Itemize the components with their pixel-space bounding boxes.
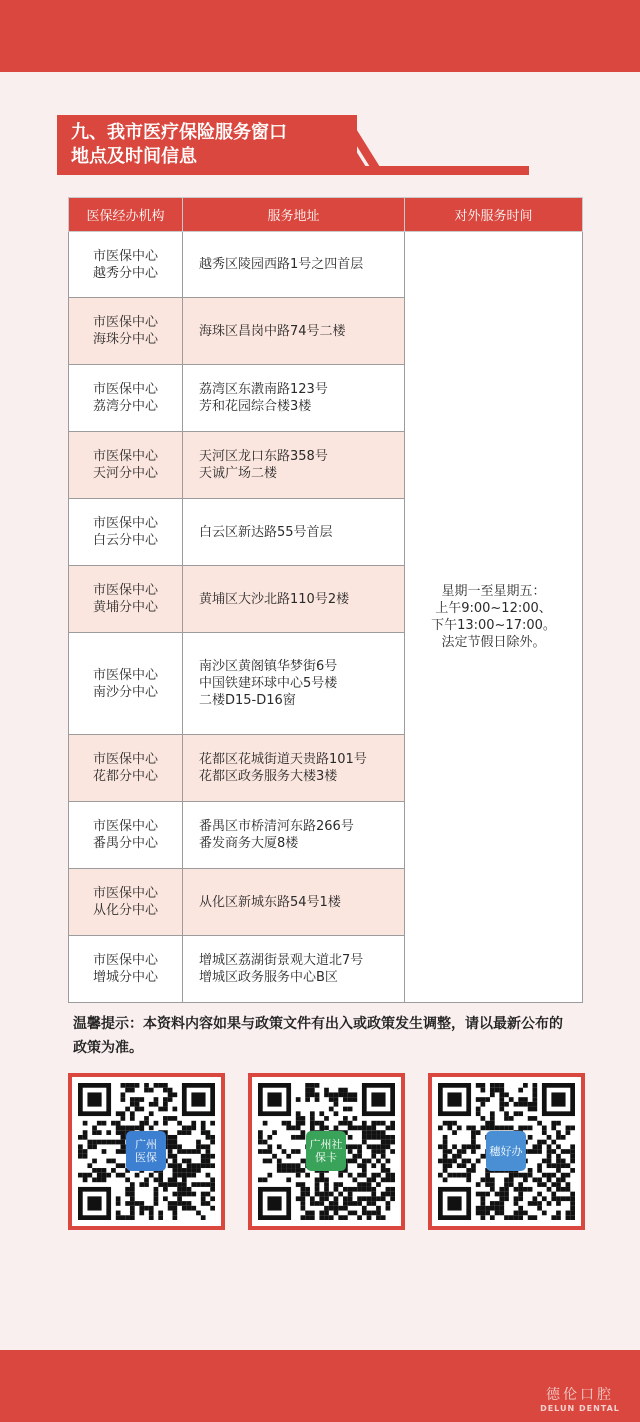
org-cell: [69, 735, 183, 802]
qr-badge-label: 医保: [135, 1151, 157, 1164]
org-name-line: 增城分中心: [92, 970, 158, 985]
address-cell: [183, 232, 405, 298]
org-name-line: 市医保中心: [92, 819, 158, 834]
org-name-line: 黄埔分中心: [92, 600, 158, 615]
org-name-line: 市医保中心: [92, 667, 158, 683]
table-header-row: [69, 198, 583, 232]
org-cell: [69, 365, 183, 432]
address-line: 南沙区黄阁镇华梦街6号: [199, 659, 338, 674]
org-cell: [69, 432, 183, 499]
org-name-line: 海珠分中心: [92, 332, 158, 347]
section-header-underline: [357, 166, 529, 175]
org-cell: [69, 802, 183, 869]
address-cell: [183, 365, 405, 432]
org-name-line: 南沙分中心: [92, 684, 158, 700]
org-cell: [69, 232, 183, 298]
qr-logo-badge: [126, 1131, 166, 1171]
service-hours-line: 星期一至星期五：: [441, 584, 546, 599]
address-line: 花都区花城街道天贵路101号: [199, 752, 367, 767]
service-hours-cell: [405, 232, 583, 1003]
address-line: 中国铁建环球中心5号楼: [199, 676, 338, 691]
org-name-line: 越秀分中心: [92, 265, 158, 281]
section-title-line: 九、我市医疗保险服务窗口: [71, 122, 287, 143]
org-name-line: 市医保中心: [92, 248, 158, 264]
qr-code: [432, 1077, 581, 1226]
org-name-line: 白云分中心: [92, 533, 158, 548]
top-band: [0, 0, 640, 72]
address-line: 天河区龙口东路358号: [199, 449, 328, 464]
qr-badge-label: 广州社保卡: [309, 1138, 343, 1164]
address-line: 海珠区昌岗中路74号二楼: [199, 323, 346, 339]
qr-badge-label: 广州: [135, 1138, 157, 1151]
watermark-cn: 德伦口腔: [546, 1387, 614, 1403]
org-name-line: 市医保中心: [92, 886, 158, 901]
address-line: 荔湾区东漖南路123号: [199, 382, 328, 397]
org-cell: [69, 566, 183, 633]
org-cell: [69, 298, 183, 365]
address-line: 天诚广场二楼: [199, 466, 278, 481]
org-cell: [69, 633, 183, 735]
qr-code: [72, 1077, 221, 1226]
qr-logo-badge: [486, 1131, 526, 1171]
watermark-logo: [528, 1384, 632, 1418]
org-name-line: 天河分中心: [92, 466, 158, 481]
section-title-line: 地点及时间信息: [71, 146, 197, 167]
address-cell: [183, 566, 405, 633]
org-cell: [69, 936, 183, 1003]
org-name-line: 市医保中心: [92, 516, 158, 531]
qr-badge-label: 穗好办: [489, 1144, 523, 1158]
column-header: 服务地址: [183, 198, 405, 232]
address-line: 增城区政务服务中心B区: [199, 970, 338, 985]
address-cell: [183, 298, 405, 365]
address-line: 白云区新达路55号首层: [199, 524, 333, 540]
org-name-line: 市医保中心: [92, 449, 158, 464]
org-name-line: 花都分中心: [92, 769, 158, 784]
qr-logo-badge: [306, 1131, 346, 1171]
address-line: 从化区新城东路54号1楼: [199, 894, 341, 910]
watermark-en: DELUN DENTAL: [540, 1404, 620, 1413]
qr-card-social-security-card[interactable]: [248, 1073, 405, 1230]
address-cell: [183, 802, 405, 869]
qr-code: [252, 1077, 401, 1226]
qr-card-guangzhou-yibao[interactable]: [68, 1073, 225, 1230]
org-name-line: 荔湾分中心: [92, 399, 158, 414]
org-name-line: 市医保中心: [92, 315, 158, 330]
org-name-line: 市医保中心: [92, 953, 158, 968]
address-cell: [183, 633, 405, 735]
column-header: 医保经办机构: [69, 198, 183, 232]
org-name-line: 市医保中心: [92, 382, 158, 397]
address-line: 增城区荔湖街景观大道北7号: [199, 953, 364, 968]
address-line: 黄埔区大沙北路110号2楼: [199, 591, 350, 607]
table-row: [69, 232, 583, 298]
address-line: 花都区政务服务大楼3楼: [199, 769, 338, 784]
address-line: 番发商务大厦8楼: [199, 836, 299, 851]
address-cell: [183, 432, 405, 499]
service-hours-line: 下午13:00~17:00。: [431, 618, 556, 633]
org-cell: [69, 869, 183, 936]
qr-card-suihaoban[interactable]: [428, 1073, 585, 1230]
address-line: 芳和花园综合楼3楼: [199, 399, 312, 414]
section-title: [71, 121, 361, 169]
column-header: 对外服务时间: [405, 198, 583, 232]
section-header: [57, 115, 477, 175]
address-line: 番禺区市桥清河东路266号: [199, 819, 354, 834]
org-cell: [69, 499, 183, 566]
org-name-line: 从化分中心: [92, 903, 158, 918]
address-line: 越秀区陵园西路1号之四首层: [199, 257, 364, 272]
org-name-line: 番禺分中心: [92, 836, 158, 851]
service-hours-line: 上午9:00~12:00、: [435, 601, 552, 616]
address-cell: [183, 735, 405, 802]
service-hours-line: 法定节假日除外。: [441, 635, 546, 650]
address-line: 二楼D15-D16窗: [199, 693, 296, 708]
org-name-line: 市医保中心: [92, 583, 158, 598]
warm-tip: 温馨提示：本资料内容如果与政策文件有出入或政策发生调整，请以最新公布的政策为准。: [73, 1016, 563, 1056]
address-cell: [183, 869, 405, 936]
address-cell: [183, 499, 405, 566]
service-window-table: [68, 197, 583, 1003]
address-cell: [183, 936, 405, 1003]
org-name-line: 市医保中心: [92, 752, 158, 767]
